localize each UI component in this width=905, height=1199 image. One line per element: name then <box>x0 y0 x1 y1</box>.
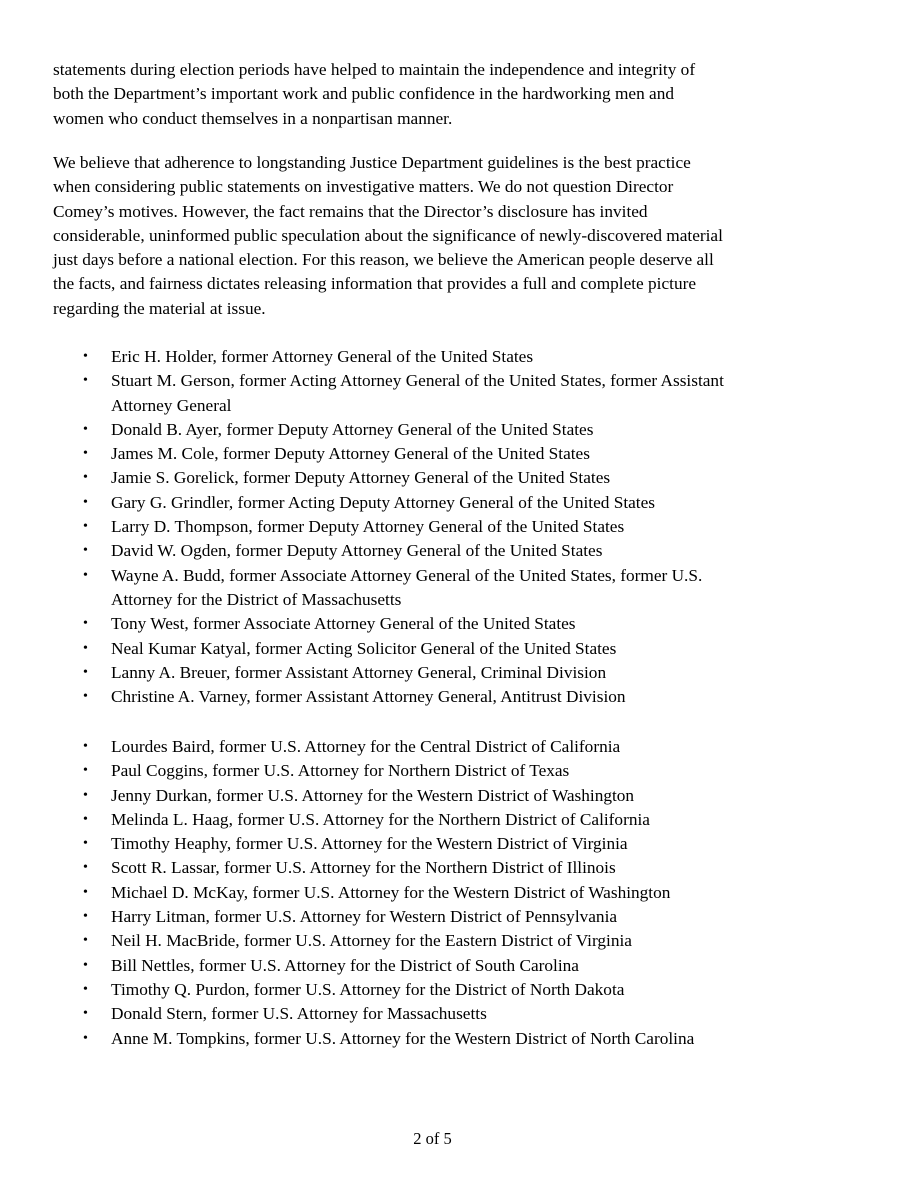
bullet-icon: • <box>83 1030 88 1046</box>
signatory-list-item <box>53 369 724 418</box>
signatory-text: Donald Stern, former U.S. Attorney for Massachusetts <box>111 1004 487 1024</box>
signatory-text: Bill Nettles, former U.S. Attorney for the District of South Carolina <box>111 955 579 975</box>
paragraph-line: regarding the material at issue. <box>53 298 266 318</box>
bullet-icon: • <box>83 739 88 754</box>
signatory-text: Donald B. Ayer, former Deputy Attorney General of the United States <box>111 419 594 439</box>
bullet-icon: • <box>83 446 88 462</box>
signatory-list-item <box>53 418 724 442</box>
bullet-icon: • <box>83 884 88 900</box>
bullet-icon: • <box>83 616 88 632</box>
signatory-list-item <box>53 637 724 661</box>
bullet-icon: • <box>83 689 88 705</box>
bullet-icon: • <box>83 763 88 779</box>
signatory-list-item <box>53 1027 694 1051</box>
bullet-icon: • <box>83 470 88 486</box>
signatory-text: Lourdes Baird, former U.S. Attorney for the Central District of California <box>111 737 621 756</box>
signatory-list-item <box>53 759 694 783</box>
signatory-list-item <box>53 784 694 808</box>
signatory-list-item <box>53 808 694 832</box>
bullet-icon: • <box>83 567 88 583</box>
signatory-text: Stuart M. Gerson, former Acting Attorney General of the United States, former Assistant <box>111 371 724 391</box>
signatory-list-item <box>53 1002 694 1026</box>
paragraph-line: both the Department’s important work and public confidence in the hardworking men and <box>53 84 674 104</box>
signatory-text: Jenny Durkan, former U.S. Attorney for the Western District of Washington <box>111 785 635 805</box>
signatory-text: James M. Cole, former Deputy Attorney General of the United States <box>111 444 590 464</box>
signatory-text: Melinda L. Haag, former U.S. Attorney for the Northern District of California <box>111 809 650 829</box>
signatory-list-item <box>53 515 724 539</box>
signatory-text: Lanny A. Breuer, former Assistant Attorney General, Criminal Division <box>111 662 607 682</box>
signatory-list-item <box>53 881 694 905</box>
signatory-text: Timothy Q. Purdon, former U.S. Attorney for the District of North Dakota <box>111 979 625 999</box>
signatory-list-item <box>53 929 694 953</box>
signatory-text: Eric H. Holder, former Attorney General of the United States <box>111 347 534 366</box>
signatory-text: Harry Litman, former U.S. Attorney for Western District of Pennsylvania <box>111 907 618 927</box>
signatory-text: Tony West, former Associate Attorney General of the United States <box>111 614 576 634</box>
paragraph-line: We believe that adherence to longstanding Justice Department guidelines is the best practice <box>53 153 691 172</box>
paragraph-line: Comey’s motives. However, the fact remains that the Director’s disclosure has invited <box>53 201 648 221</box>
bullet-icon: • <box>83 373 88 389</box>
signatory-text: Neil H. MacBride, former U.S. Attorney for the Eastern District of Virginia <box>111 931 632 951</box>
signatory-list-item <box>53 856 694 880</box>
paragraph-line: women who conduct themselves in a nonpartisan manner. <box>53 108 453 128</box>
paragraph-line: just days before a national election. For this reason, we believe the American people deserve all <box>53 250 714 270</box>
signatory-list-item <box>53 442 724 466</box>
bullet-icon: • <box>83 787 88 803</box>
signatory-text: Wayne A. Budd, former Associate Attorney General of the United States, former U.S. <box>111 565 703 585</box>
bullet-icon: • <box>83 421 88 437</box>
bullet-icon: • <box>83 957 88 973</box>
signatory-list-item <box>53 345 724 369</box>
signatory-text: Attorney for the District of Massachusetts <box>111 589 402 609</box>
bullet-icon: • <box>83 543 88 559</box>
bullet-icon: • <box>83 811 88 827</box>
paragraph-line: the facts, and fairness dictates releasing information that provides a full and complete picture <box>53 274 697 294</box>
paragraph-line: considerable, uninformed public speculation about the significance of newly-discovered material <box>53 225 723 245</box>
bullet-icon: • <box>83 836 88 852</box>
signatory-text: Anne M. Tompkins, former U.S. Attorney for the Western District of North Carolina <box>111 1028 695 1048</box>
signatory-list-item <box>53 539 724 563</box>
signatory-list-item <box>53 466 724 490</box>
body-paragraph-1 <box>53 58 843 131</box>
bullet-icon: • <box>83 933 88 949</box>
signatory-list-item <box>53 661 724 685</box>
body-paragraph-2 <box>53 151 843 321</box>
signatory-text: Larry D. Thompson, former Deputy Attorney General of the United States <box>111 517 625 537</box>
signatory-list-item <box>53 564 724 613</box>
signatory-list-item <box>53 735 694 759</box>
signatory-text: Timothy Heaphy, former U.S. Attorney for the Western District of Virginia <box>111 834 628 854</box>
signatory-text: Neal Kumar Katyal, former Acting Solicitor General of the United States <box>111 638 617 658</box>
signatory-text: Scott R. Lassar, former U.S. Attorney for the Northern District of Illinois <box>111 858 616 878</box>
bullet-icon: • <box>83 494 88 510</box>
signatory-text: Gary G. Grindler, former Acting Deputy Attorney General of the United States <box>111 492 655 512</box>
signatory-text: Christine A. Varney, former Assistant Attorney General, Antitrust Division <box>111 687 626 707</box>
bullet-icon: • <box>83 909 88 925</box>
signatory-list-item <box>53 905 694 929</box>
signatory-list-item <box>53 612 724 636</box>
paragraph-line: statements during election periods have helped to maintain the independence and integrity of <box>53 60 696 79</box>
bullet-icon: • <box>83 519 88 535</box>
signatory-list-item <box>53 954 694 978</box>
signatories-us-attorneys-list <box>53 735 694 1051</box>
signatory-text: Michael D. McKay, former U.S. Attorney for the Western District of Washington <box>111 882 671 902</box>
signatory-list-item <box>53 978 694 1002</box>
signatory-list-item <box>53 491 724 515</box>
bullet-icon: • <box>83 664 88 680</box>
bullet-icon: • <box>83 981 88 997</box>
bullet-icon: • <box>83 860 88 876</box>
bullet-icon: • <box>83 1006 88 1022</box>
page-number: 2 of 5 <box>413 1129 452 1148</box>
signatory-text: Paul Coggins, former U.S. Attorney for Northern District of Texas <box>111 761 570 781</box>
bullet-icon: • <box>83 640 88 656</box>
signatory-text: Jamie S. Gorelick, former Deputy Attorney General of the United States <box>111 468 611 488</box>
paragraph-line: when considering public statements on investigative matters. We do not question Director <box>53 177 674 197</box>
signatory-text: Attorney General <box>111 395 232 415</box>
signatory-list-item <box>53 685 724 709</box>
signatories-doj-officials-list <box>53 345 724 709</box>
bullet-icon: • <box>83 349 88 364</box>
signatory-text: David W. Ogden, former Deputy Attorney General of the United States <box>111 541 603 561</box>
signatory-list-item <box>53 832 694 856</box>
